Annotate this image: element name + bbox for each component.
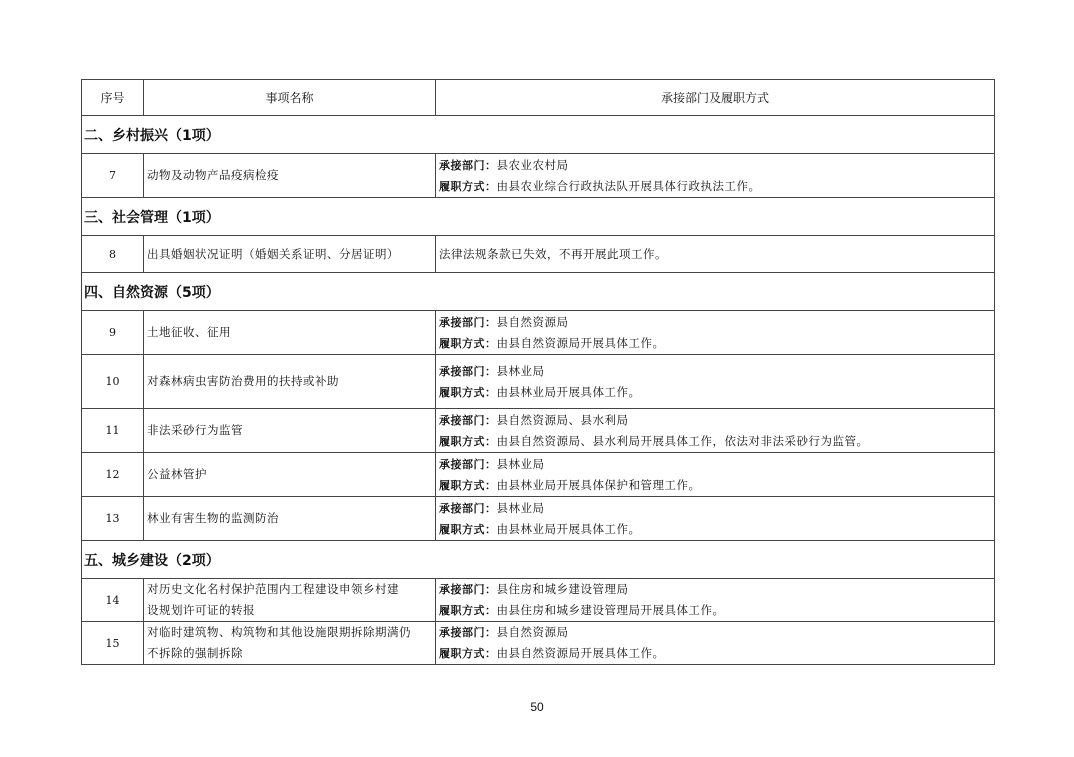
item-name-line: 对临时建筑物、构筑物和其他设施限期拆除期满仍 (147, 625, 411, 639)
table-row (82, 154, 995, 198)
method-value: 由县林业局开展具体工作。 (496, 521, 641, 536)
section-title: 二、乡村振兴（1项） (82, 116, 995, 154)
method-label: 履职方式： (439, 179, 497, 193)
section-title: 三、社会管理（1项） (82, 198, 995, 236)
item-name (144, 579, 436, 622)
table-row (82, 579, 995, 622)
dept-cell (436, 453, 995, 497)
dept-value: 县林业局 (496, 363, 545, 378)
method-value: 由县自然资源局、县水利局开展具体工作，依法对非法采砂行为监管。 (496, 433, 869, 448)
note-value: 法律法规条款已失效，不再开展此项工作。 (436, 236, 995, 273)
dept-value: 县自然资源局 (496, 314, 569, 329)
dept-value: 县自然资源局 (496, 625, 569, 639)
dept-value: 县住房和城乡建设管理局 (496, 582, 629, 596)
table-header-row (82, 80, 995, 116)
header-dept: 承接部门及履职方式 (436, 80, 995, 116)
method-label: 履职方式： (439, 522, 497, 536)
row-number: 9 (82, 311, 144, 355)
section-header-rural (82, 116, 995, 154)
dept-cell (436, 497, 995, 541)
item-name: 林业有害生物的监测防治 (144, 497, 436, 541)
dept-cell (436, 409, 995, 453)
dept-value: 县林业局 (496, 456, 545, 471)
row-number: 12 (82, 453, 144, 497)
item-name-line: 对历史文化名村保护范围内工程建设申领乡村建 (147, 582, 399, 596)
item-name-line: 不拆除的强制拆除 (147, 646, 243, 660)
item-name: 土地征收、征用 (144, 311, 436, 355)
row-number: 7 (82, 154, 144, 198)
row-number: 8 (82, 236, 144, 273)
dept-cell (436, 154, 995, 198)
row-number: 15 (82, 622, 144, 665)
item-name: 出具婚姻状况证明（婚姻关系证明、分居证明） (144, 236, 436, 273)
item-name: 非法采砂行为监管 (144, 409, 436, 453)
item-name: 对森林病虫害防治费用的扶持或补助 (144, 355, 436, 409)
section-title: 四、自然资源（5项） (82, 273, 995, 311)
row-number: 10 (82, 355, 144, 409)
method-value: 由县自然资源局开展具体工作。 (496, 335, 665, 350)
dept-label: 承接部门： (439, 158, 497, 172)
method-label: 履职方式： (439, 478, 497, 492)
method-label: 履职方式： (439, 385, 497, 399)
section-header-urban-rural (82, 541, 995, 579)
item-name-line: 设规划许可证的转报 (147, 603, 255, 617)
method-value: 由县林业局开展具体保护和管理工作。 (496, 477, 701, 492)
dept-label: 承接部门： (439, 583, 497, 596)
method-value: 由县林业局开展具体工作。 (496, 384, 641, 399)
item-name (144, 622, 436, 665)
table-row (82, 311, 995, 355)
dept-value: 县林业局 (496, 500, 545, 515)
dept-value: 县农业农村局 (496, 157, 569, 172)
dept-cell (436, 355, 995, 409)
page-number: 50 (530, 700, 544, 714)
header-no: 序号 (82, 80, 144, 116)
section-title: 五、城乡建设（2项） (82, 541, 995, 579)
table-row (82, 453, 995, 497)
section-header-natural-resources (82, 273, 995, 311)
method-value: 由县农业综合行政执法队开展具体行政执法工作。 (496, 178, 761, 193)
row-number: 11 (82, 409, 144, 453)
table-row (82, 622, 995, 665)
dept-label: 承接部门： (439, 413, 497, 427)
table-row (82, 236, 995, 273)
method-value: 由县住房和城乡建设管理局开展具体工作。 (496, 603, 725, 617)
dept-cell (436, 579, 995, 622)
method-label: 履职方式： (439, 604, 497, 617)
dept-label: 承接部门： (439, 315, 497, 329)
method-value: 由县自然资源局开展具体工作。 (496, 646, 665, 660)
dept-cell (436, 622, 995, 665)
item-name: 公益林管护 (144, 453, 436, 497)
method-label: 履职方式： (439, 434, 497, 448)
table-row (82, 497, 995, 541)
row-number: 14 (82, 579, 144, 622)
dept-cell (436, 311, 995, 355)
dept-value: 县自然资源局、县水利局 (496, 412, 629, 427)
table-row (82, 409, 995, 453)
table-row (82, 355, 995, 409)
header-name: 事项名称 (144, 80, 436, 116)
items-table (81, 79, 995, 665)
dept-label: 承接部门： (439, 457, 497, 471)
method-label: 履职方式： (439, 647, 497, 660)
item-name: 动物及动物产品疫病检疫 (144, 154, 436, 198)
section-header-social (82, 198, 995, 236)
row-number: 13 (82, 497, 144, 541)
method-label: 履职方式： (439, 336, 497, 350)
dept-label: 承接部门： (439, 364, 497, 378)
dept-label: 承接部门： (439, 626, 497, 639)
dept-label: 承接部门： (439, 501, 497, 515)
